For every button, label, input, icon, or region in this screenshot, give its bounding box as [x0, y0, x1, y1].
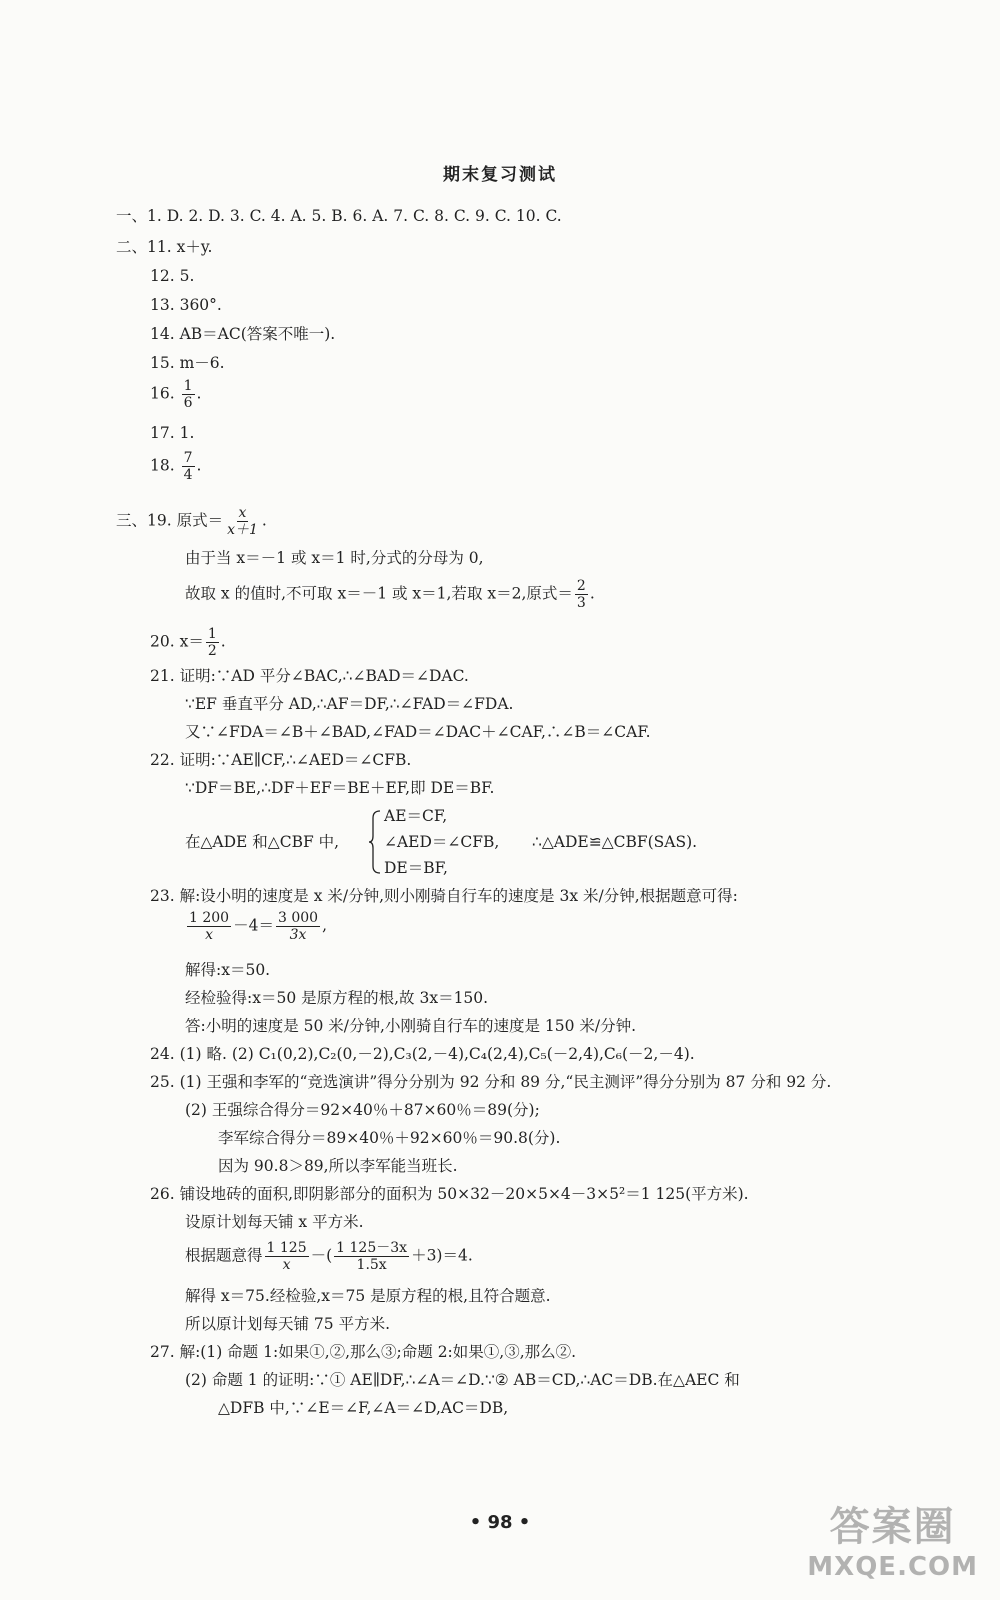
answer-line-22: 22. 证明:∵AE∥CF,∴∠AED＝∠CFB.	[150, 751, 412, 769]
q26-denominator-2: 1.5x	[356, 1257, 387, 1273]
page-title: 期末复习测试	[443, 165, 557, 185]
answer-line-19b: 由于当 x＝－1 或 x＝1 时,分式的分母为 0,	[185, 549, 484, 567]
q18-fraction	[182, 450, 195, 483]
answer-line-18	[150, 450, 201, 483]
q23-denominator-2: 3x	[289, 927, 307, 943]
q23-middle: －4＝	[233, 916, 274, 935]
system-eq-1: AE＝CF,	[384, 807, 448, 825]
q23-fraction-1	[187, 910, 231, 943]
q26-fraction-2	[334, 1240, 409, 1273]
q19c-tail: .	[589, 584, 595, 603]
q19-fraction	[225, 505, 260, 538]
answer-line-15: 15. m－6.	[150, 354, 225, 372]
answer-line-23: 23. 解:设小明的速度是 x 米/分钟,则小刚骑自行车的速度是 3x 米/分钟,根据题意可得:	[150, 887, 738, 905]
answer-line-11: 二、11. x＋y.	[116, 238, 213, 256]
q19c-text: 故取 x 的值时,不可取 x＝－1 或 x＝1,若取 x＝2,原式＝	[185, 584, 573, 603]
answer-line-21: 21. 证明:∵AD 平分∠BAC,∴∠BAD＝∠DAC.	[150, 667, 469, 685]
watermark-logo-text: 答案圈	[829, 1504, 956, 1550]
answer-line-27b: (2) 命题 1 的证明:∵① AE∥DF,∴∠A＝∠D.∵② AB＝CD,∴AC＝DB.在△AEC 和	[185, 1371, 740, 1389]
q16-denominator: 6	[183, 395, 193, 411]
answer-line-26e: 所以原计划每天铺 75 平方米.	[185, 1315, 391, 1333]
q26-tail: ＋3)＝4.	[411, 1246, 473, 1265]
q18-denominator: 4	[183, 467, 193, 483]
answer-line-23-equation	[185, 910, 327, 943]
answer-line-25c: 李军综合得分＝89×40％＋92×60％＝90.8(分).	[218, 1129, 561, 1147]
answer-line-22b: ∵DF＝BE,∴DF＋EF＝BE＋EF,即 DE＝BF.	[185, 779, 495, 797]
q20-denominator: 2	[207, 643, 217, 659]
answer-line-12: 12. 5.	[150, 267, 195, 285]
answer-line-27: 27. 解:(1) 命题 1:如果①,②,那么③;命题 2:如果①,③,那么②.	[150, 1343, 577, 1361]
answer-line-25d: 因为 90.8＞89,所以李军能当班长.	[218, 1157, 458, 1175]
answer-line-22c: 在△ADE 和△CBF 中,	[185, 833, 340, 851]
answer-line-26b: 设原计划每天铺 x 平方米.	[185, 1213, 364, 1231]
q26-numerator-1: 1 125	[266, 1240, 307, 1256]
answer-line-23e: 答:小明的速度是 50 米/分钟,小刚骑自行车的速度是 150 米/分钟.	[185, 1017, 637, 1035]
q19c-numerator: 2	[576, 578, 586, 594]
answer-line-24: 24. (1) 略. (2) C₁(0,2),C₂(0,－2),C₃(2,－4),C₄(2,4),C₅(－2,4),C₆(－2,－4).	[150, 1045, 695, 1063]
q20-fraction	[206, 626, 219, 659]
q19-label: 三、19. 原式＝	[116, 511, 224, 530]
congruence-conclusion: ∴△ADE≌△CBF(SAS).	[532, 833, 698, 851]
q26-numerator-2: 1 125－3x	[336, 1240, 408, 1256]
q26-fraction-1	[265, 1240, 309, 1273]
answer-line-20	[150, 626, 226, 659]
q16-numerator: 1	[183, 378, 193, 394]
q20-label: 20. x＝	[150, 632, 204, 651]
answer-line-13: 13. 360°.	[150, 296, 222, 314]
watermark-logo	[807, 1495, 978, 1582]
q16-tail: .	[196, 384, 202, 403]
answer-line-26-equation	[185, 1240, 473, 1273]
answer-line-23d: 经检验得:x＝50 是原方程的根,故 3x＝150.	[185, 989, 489, 1007]
q16-label: 16.	[150, 384, 175, 403]
answer-line-21b: ∵EF 垂直平分 AD,∴AF＝DF,∴∠FAD＝∠FDA.	[185, 695, 514, 713]
answer-line-26: 26. 铺设地砖的面积,即阴影部分的面积为 50×32－20×5×4－3×5²＝1 125(平方米).	[150, 1185, 749, 1203]
answer-line-1: 一、1. D. 2. D. 3. C. 4. A. 5. B. 6. A. 7. C. 8. C. 9. C. 10. C.	[116, 207, 562, 225]
q16-fraction	[182, 378, 195, 411]
answer-line-27c: △DFB 中,∵∠E＝∠F,∠A＝∠D,AC＝DB,	[218, 1399, 509, 1417]
q19-numerator: x	[238, 505, 247, 521]
answer-line-17: 17. 1.	[150, 424, 195, 442]
q26-label: 根据题意得	[185, 1246, 263, 1265]
q18-numerator: 7	[183, 450, 193, 466]
answer-line-21c: 又∵∠FDA＝∠B＋∠BAD,∠FAD＝∠DAC＋∠CAF,∴∠B＝∠CAF.	[185, 723, 651, 741]
q19-tail: .	[261, 511, 267, 530]
page-number: • 98 •	[469, 1512, 531, 1533]
system-brace	[368, 810, 382, 874]
q19c-fraction	[575, 578, 588, 611]
answer-line-19	[116, 505, 267, 538]
q23-fraction-2	[276, 910, 320, 943]
q20-tail: .	[220, 632, 226, 651]
q23-numerator-2: 3 000	[277, 910, 319, 926]
answer-line-19c	[185, 578, 595, 611]
q18-tail: .	[196, 456, 202, 475]
q23-denominator-1: x	[205, 927, 213, 943]
q23-numerator-1: 1 200	[189, 910, 230, 926]
answer-line-14: 14. AB＝AC(答案不唯一).	[150, 325, 336, 343]
q26-denominator-1: x	[282, 1257, 291, 1273]
answer-line-26d: 解得 x＝75.经检验,x＝75 是原方程的根,且符合题意.	[185, 1287, 551, 1305]
q18-label: 18.	[150, 456, 175, 475]
system-eq-3: DE＝BF,	[384, 859, 448, 877]
system-eq-2: ∠AED＝∠CFB,	[384, 833, 500, 851]
q20-numerator: 1	[207, 626, 217, 642]
answer-line-23c: 解得:x＝50.	[185, 961, 271, 979]
q26-middle: －(	[310, 1246, 333, 1265]
q23-tail: ,	[322, 916, 327, 935]
answer-line-25: 25. (1) 王强和李军的“竞选演讲”得分分别为 92 分和 89 分,“民主测评”得分分别为 87 分和 92 分.	[150, 1073, 832, 1091]
answer-line-16	[150, 378, 201, 411]
q19-denominator: x＋1	[227, 522, 258, 538]
answer-line-25b: (2) 王强综合得分＝92×40％＋87×60％＝89(分);	[185, 1101, 540, 1119]
q19c-denominator: 3	[576, 595, 586, 611]
watermark-url: MXQE.COM	[807, 1552, 978, 1582]
